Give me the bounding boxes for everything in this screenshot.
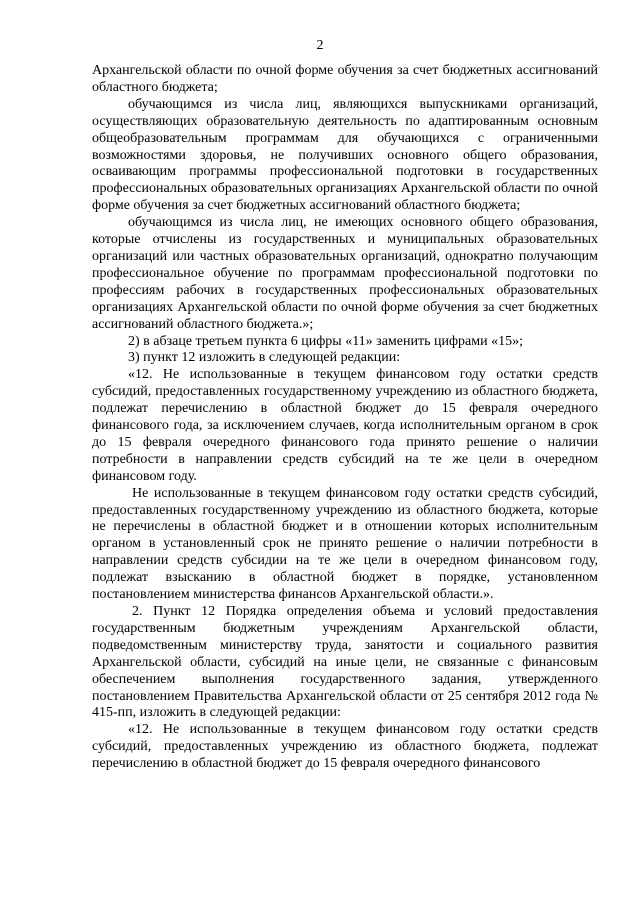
paragraph-item-3: 3) пункт 12 изложить в следующей редакции:: [128, 350, 401, 366]
paragraph-graduates: обучающимся из числа лиц, являющихся выпускниками организаций, осуществляющих образовательную деятельность по адаптированным основным общеобразовательным программам для обучающихся с ограниченными возможностями здоровья, не получивших основного общего образования, осваивающим программы профессиональной подготовки в государственных профессиональных образовательных организациях Архангельской области по очной форме обучения за счет бюджетных ассигнований областного бюджета;: [92, 96, 598, 214]
paragraph-continuation: Архангельской области по очной форме обучения за счет бюджетных ассигнований областного бюджета;: [92, 63, 598, 95]
page-number: 2: [316, 38, 324, 53]
paragraph-item-2: 2) в абзаце третьем пункта 6 цифры «11» заменить цифрами «15»;: [128, 333, 524, 349]
document-body: [92, 63, 598, 773]
paragraph-clause-12: «12. Не использованные в текущем финансовом году остатки средств субсидий, предоставленных государственному учреждению из областного бюджета, подлежат перечислению в областной бюджет до 15 февраля очередного финансового года, за исключением случаев, когда исполнительным органом в срок до 15 февраля очередного финансового года принято решение о наличии потребности в направлении средств субсидий на те же цели в очередном финансовом году.: [92, 367, 598, 484]
paragraph-section-2: 2. Пункт 12 Порядка определения объема и условий предоставления государственным бюджетным учреждениям Архангельской области, подведомственным министерству труда, занятости и социального развития Архангельской области, субсидий на иные цели, не связанные с финансовым обеспечением выполнения государственного задания, утвержденного постановлением Правительства Архангельской области от 25 сентября 2012 года № 415-пп, изложить в следующей редакции:: [92, 604, 598, 721]
paragraph-no-basic-education: обучающимся из числа лиц, не имеющих основного общего образования, которые отчислены из государственных и муниципальных образовательных организаций или частных образовательных организаций, однократно получающим профессиональное обучение по программам профессиональной подготовки по профессиям рабочих в государственных профессиональных образовательных организациях Архангельской области по очной форме обучения за счет бюджетных ассигнований областного бюджета.»;: [92, 215, 598, 332]
paragraph-unused-remainders: Не использованные в текущем финансовом году остатки средств субсидий, предоставленных государственному учреждению из областного бюджета, которые не перечислены в областной бюджет и в отношении которых исполнительным органом в установленный срок не принято решение о наличии потребности в направлении средств субсидии на те же цели в очередном финансовом году, подлежат взысканию в областной бюджет в порядке, установленном постановлением министерства финансов Архангельской области.».: [92, 485, 598, 603]
paragraph-clause-12-new: «12. Не использованные в текущем финансовом году остатки средств субсидий, предоставленных учреждению из областного бюджета, подлежат перечислению в областной бюджет до 15 февраля очередного финансового: [92, 722, 598, 772]
